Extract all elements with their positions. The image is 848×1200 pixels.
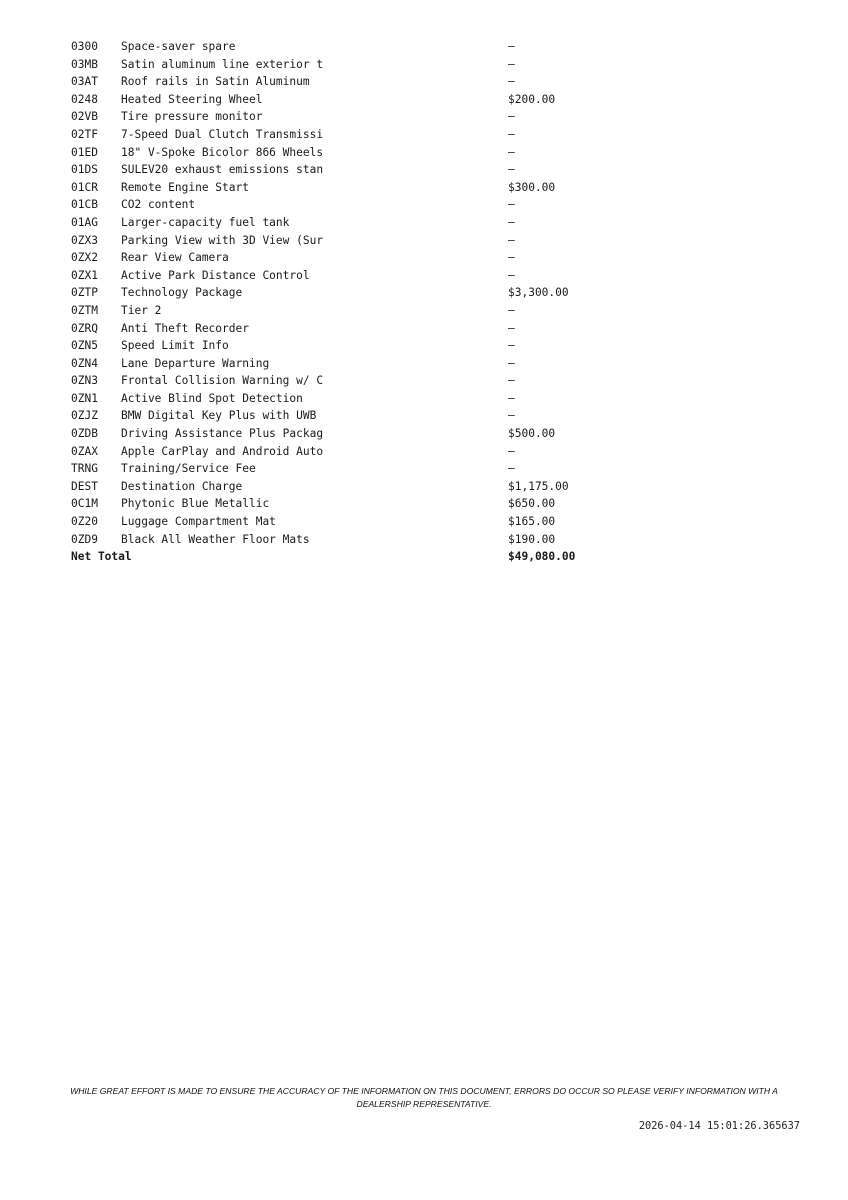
option-row [71,56,631,74]
option-row [71,337,631,355]
option-price: — [508,127,515,141]
option-price: — [508,57,515,71]
option-code: 0ZN3 [71,374,98,388]
option-description: Tier 2 [121,303,162,317]
option-description: Apple CarPlay and Android Auto [121,444,324,458]
net-total-row [71,548,631,566]
option-code: 0C1M [71,497,98,511]
option-description: Black All Weather Floor Mats [121,532,310,546]
option-description: Active Park Distance Control [121,268,310,282]
option-row [71,196,631,214]
option-row [71,144,631,162]
option-price: $3,300.00 [508,286,569,300]
print-timestamp: 2026-04-14 15:01:26.365637 [638,1120,800,1132]
option-price: — [508,303,515,317]
option-price: $165.00 [508,515,556,529]
option-row [71,320,631,338]
option-description: Satin aluminum line exterior t [121,57,324,71]
option-code: 0300 [71,40,98,53]
option-description: Remote Engine Start [121,180,249,194]
option-row [71,73,631,91]
option-code: 01DS [71,163,98,177]
net-total-label: Net Total [71,550,132,564]
option-code: 0ZD9 [71,532,98,546]
option-code: 01CR [71,180,98,194]
option-description: Tire pressure monitor [121,110,263,124]
option-description: 7-Speed Dual Clutch Transmissi [121,127,324,141]
option-row [71,284,631,302]
option-code: 03AT [71,75,98,89]
option-code: 0ZTP [71,286,98,300]
option-description: Active Blind Spot Detection [121,391,303,405]
option-description: Frontal Collision Warning w/ C [121,374,324,388]
option-row [71,407,631,425]
option-row [71,249,631,267]
option-row [71,478,631,496]
options-price-list [71,38,631,566]
option-code: 0248 [71,92,98,106]
option-description: Larger-capacity fuel tank [121,215,290,229]
option-description: BMW Digital Key Plus with UWB [121,409,317,423]
option-code: 0ZN1 [71,391,98,405]
option-code: TRNG [71,462,98,476]
option-description: Speed Limit Info [121,339,229,353]
option-price: — [508,251,515,265]
option-description: Space-saver spare [121,40,236,53]
option-row [71,372,631,390]
option-description: Luggage Compartment Mat [121,515,276,529]
options-rows [71,38,631,548]
option-price: $200.00 [508,92,556,106]
option-price: — [508,444,515,458]
option-price: $300.00 [508,180,556,194]
disclaimer-text: WHILE GREAT EFFORT IS MADE TO ENSURE THE ACCURACY OF THE INFORMATION ON THIS DOCUMENT, ERRORS DO OCCUR SO PLEASE VERIFY INFORMATION WITH A DEALERSHIP REPRESENTATIVE. [70,1086,778,1109]
option-code: 0ZRQ [71,321,98,335]
option-price: — [508,215,515,229]
option-price: — [508,374,515,388]
option-price: $500.00 [508,427,556,441]
option-price: — [508,40,515,53]
option-row [71,531,631,549]
option-code: 03MB [71,57,98,71]
option-price: — [508,268,515,282]
option-price: — [508,356,515,370]
option-price: — [508,339,515,353]
net-total-value: $49,080.00 [508,550,576,564]
option-price: — [508,462,515,476]
option-row [71,355,631,373]
option-description: Parking View with 3D View (Sur [121,233,324,247]
option-row [71,460,631,478]
option-row [71,161,631,179]
option-description: Rear View Camera [121,251,229,265]
option-price: $650.00 [508,497,556,511]
option-price: — [508,163,515,177]
option-price: $190.00 [508,532,556,546]
option-code: 0ZX2 [71,251,98,265]
option-description: Heated Steering Wheel [121,92,263,106]
option-code: DEST [71,479,98,493]
option-code: 0Z20 [71,515,98,529]
option-code: 0ZTM [71,303,98,317]
option-price: — [508,321,515,335]
option-description: Driving Assistance Plus Packag [121,427,324,441]
option-code: 0ZX1 [71,268,98,282]
option-description: 18" V-Spoke Bicolor 866 Wheels [121,145,324,159]
option-price: $1,175.00 [508,479,569,493]
option-description: Anti Theft Recorder [121,321,249,335]
option-row [71,267,631,285]
option-description: Destination Charge [121,479,243,493]
option-row [71,443,631,461]
option-description: Phytonic Blue Metallic [121,497,270,511]
option-code: 0ZAX [71,444,98,458]
option-code: 02TF [71,127,98,141]
option-description: Technology Package [121,286,243,300]
option-code: 01CB [71,198,98,212]
option-row [71,214,631,232]
option-row [71,179,631,197]
option-row [71,513,631,531]
option-code: 0ZJZ [71,409,98,423]
option-code: 0ZN5 [71,339,98,353]
option-code: 02VB [71,110,98,124]
option-row [71,390,631,408]
option-code: 0ZDB [71,427,98,441]
option-description: Roof rails in Satin Aluminum [121,75,310,89]
option-code: 01AG [71,215,98,229]
option-price: — [508,75,515,89]
option-price: — [508,409,515,423]
option-code: 0ZN4 [71,356,98,370]
option-price: — [508,391,515,405]
option-price: — [508,110,515,124]
option-row [71,91,631,109]
option-row [71,108,631,126]
option-price: — [508,198,515,212]
option-price: — [508,145,515,159]
option-code: 01ED [71,145,98,159]
option-row [71,495,631,513]
option-code: 0ZX3 [71,233,98,247]
option-row [71,38,631,56]
option-description: CO2 content [121,198,196,212]
option-row [71,425,631,443]
option-row [71,302,631,320]
option-description: SULEV20 exhaust emissions stan [121,163,324,177]
option-description: Training/Service Fee [121,462,256,476]
option-row [71,126,631,144]
option-price: — [508,233,515,247]
option-description: Lane Departure Warning [121,356,270,370]
option-row [71,232,631,250]
